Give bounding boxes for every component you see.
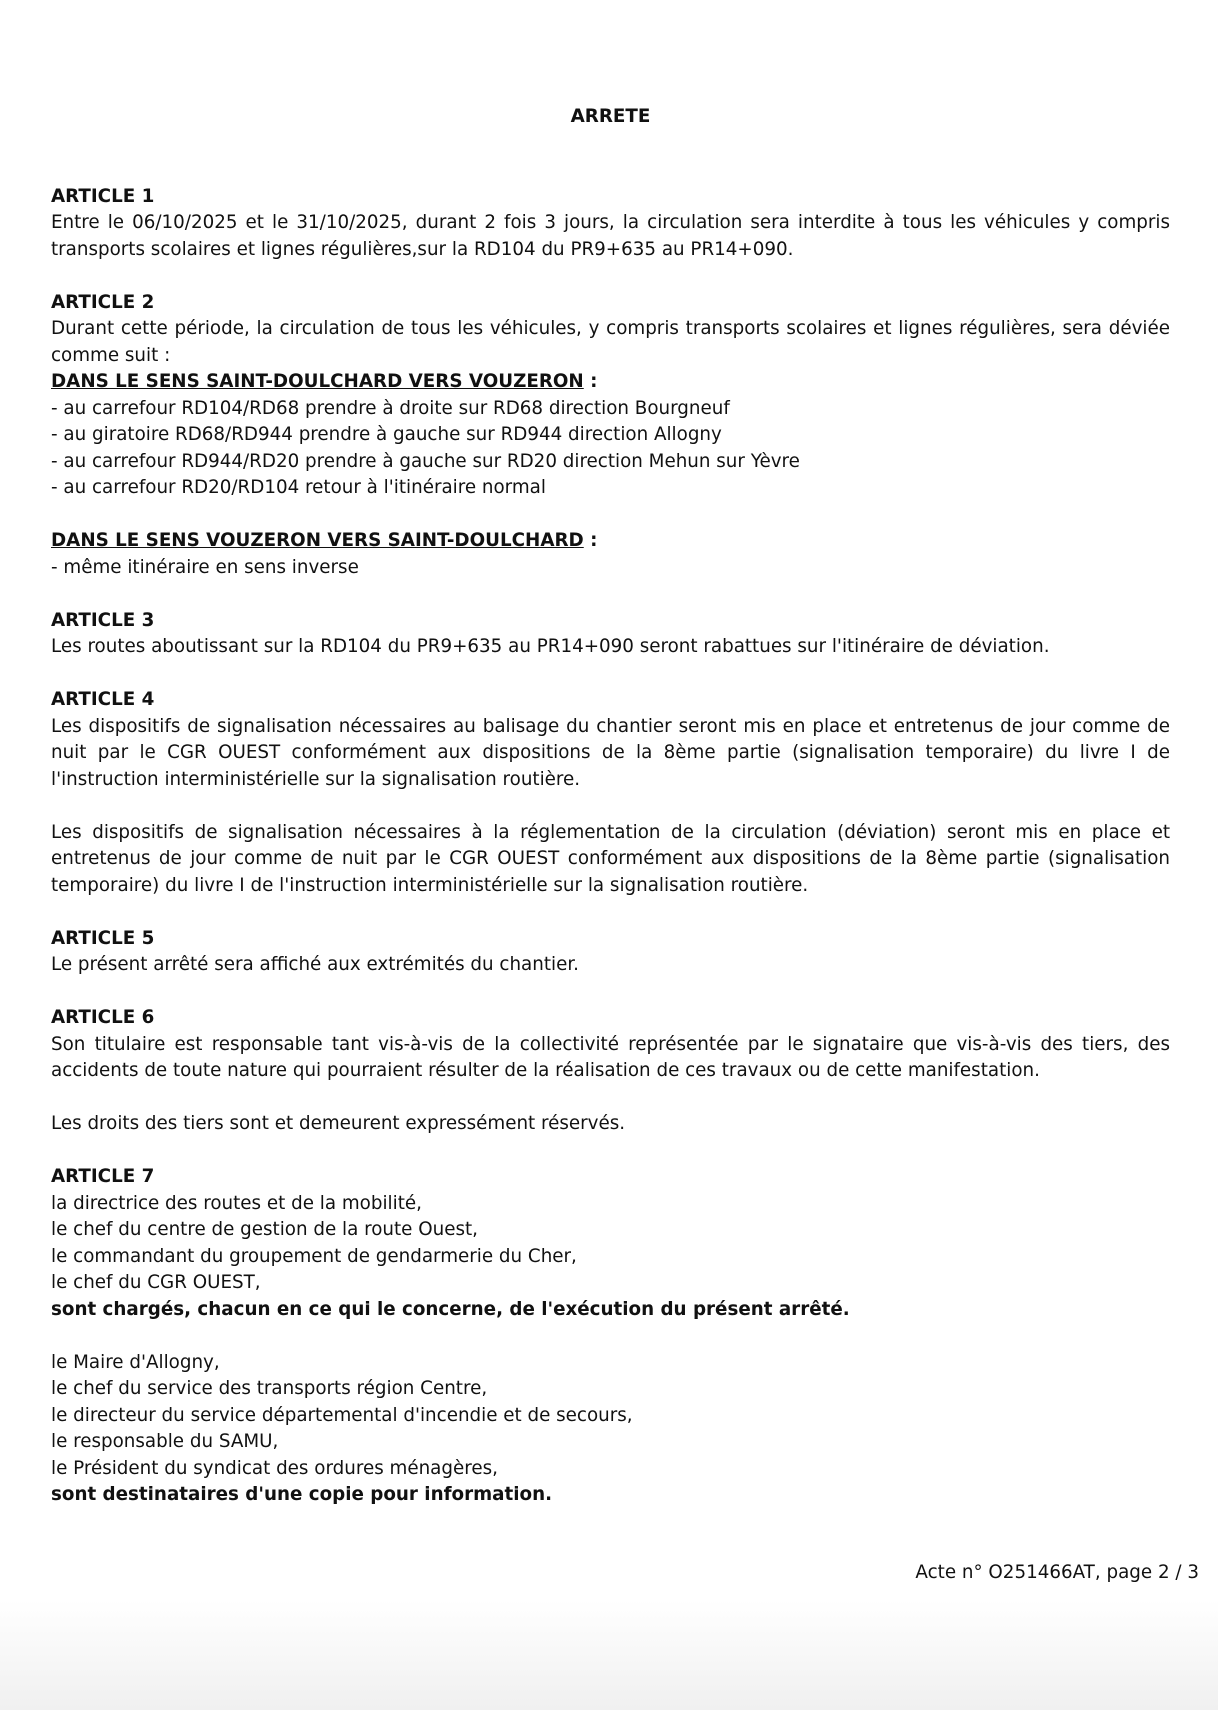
page-footer: Acte n° O251466AT, page 2 / 3 — [915, 1562, 1199, 1583]
article-text: Les routes aboutissant sur la RD104 du PR9+635 au PR14+090 seront rabattues sur l'itinéraire de déviation. — [51, 636, 1050, 657]
colon: : — [583, 530, 598, 551]
list-item: - au carrefour RD20/RD104 retour à l'itinéraire normal — [51, 477, 546, 498]
article-text: Son titulaire est responsable tant vis-à-vis de la collectivité représentée par le signataire que vis-à-vis des tiers, des accidents de toute nature qui pourraient résulter de la réalisation de ces travaux ou de cette manifestation. — [51, 1033, 1170, 1081]
article-heading: ARTICLE 1 — [51, 185, 155, 207]
article-1 — [51, 184, 1170, 264]
executors-statement: sont chargés, chacun en ce qui le concerne, de l'exécution du présent arrêté. — [51, 1298, 850, 1320]
article-heading: ARTICLE 4 — [51, 689, 155, 710]
executor-item: le chef du centre de gestion de la route Ouest, — [51, 1219, 478, 1240]
list-item: - au carrefour RD104/RD68 prendre à droite sur RD68 direction Bourgneuf — [51, 397, 730, 419]
article-text: Durant cette période, la circulation de tous les véhicules, y compris transports scolaires et lignes régulières, sera déviée comme suit : — [51, 318, 1170, 366]
document-page — [51, 104, 1170, 1509]
direction-heading-2 — [51, 528, 1170, 555]
article-text-2: Les droits des tiers sont et demeurent expressément réservés. — [51, 1113, 626, 1134]
article-heading: ARTICLE 3 — [51, 609, 155, 631]
article-heading: ARTICLE 5 — [51, 927, 155, 949]
article-heading: ARTICLE 7 — [51, 1166, 155, 1187]
article-6 — [51, 1005, 1170, 1138]
direction-heading-1 — [51, 369, 1170, 396]
recipient-item: le responsable du SAMU, — [51, 1431, 279, 1452]
article-5 — [51, 926, 1170, 979]
colon: : — [583, 371, 598, 392]
list-item: - même itinéraire en sens inverse — [51, 556, 359, 578]
direction-label: DANS LE SENS SAINT-DOULCHARD VERS VOUZERON — [51, 371, 584, 392]
article-text: Entre le 06/10/2025 et le 31/10/2025, durant 2 fois 3 jours, la circulation sera interdite à tous les véhicules y compris transports scolaires et lignes régulières,sur la RD104 du PR9+635 au PR14+090. — [51, 212, 1170, 260]
recipient-item: le Président du syndicat des ordures ménagères, — [51, 1457, 498, 1479]
article-heading: ARTICLE 6 — [51, 1007, 155, 1028]
list-item: - au carrefour RD944/RD20 prendre à gauche sur RD20 direction Mehun sur Yèvre — [51, 450, 800, 472]
article-3 — [51, 608, 1170, 661]
executor-item: la directrice des routes et de la mobilité, — [51, 1192, 422, 1214]
executor-item: le commandant du groupement de gendarmerie du Cher, — [51, 1245, 577, 1267]
recipients-statement: sont destinataires d'une copie pour information. — [51, 1484, 553, 1505]
document-title: ARRETE — [570, 106, 651, 127]
article-4 — [51, 687, 1170, 899]
recipient-item: le directeur du service départemental d'incendie et de secours, — [51, 1404, 633, 1426]
article-text: Les dispositifs de signalisation nécessaires au balisage du chantier seront mis en place et entretenus de jour comme de nuit par le CGR OUEST conformément aux dispositions de la 8ème partie (signalisation temporaire) du livre I de l'instruction interministérielle sur la signalisation routière. — [51, 715, 1170, 790]
recipient-item: le chef du service des transports région Centre, — [51, 1378, 488, 1399]
article-heading: ARTICLE 2 — [51, 291, 155, 313]
executor-item: le chef du CGR OUEST, — [51, 1272, 261, 1293]
article-2 — [51, 290, 1170, 608]
article-7 — [51, 1164, 1170, 1509]
article-text-2: Les dispositifs de signalisation nécessaires à la réglementation de la circulation (déviation) seront mis en place et entretenus de jour comme de nuit par le CGR OUEST conformément aux dispositions de la 8ème partie (signalisation temporaire) du livre I de l'instruction interministérielle sur la signalisation routière. — [51, 821, 1170, 896]
article-text: Le présent arrêté sera affiché aux extrémités du chantier. — [51, 954, 579, 975]
direction-label: DANS LE SENS VOUZERON VERS SAINT-DOULCHARD — [51, 530, 584, 551]
recipient-item: le Maire d'Allogny, — [51, 1351, 220, 1373]
list-item: - au giratoire RD68/RD944 prendre à gauche sur RD944 direction Allogny — [51, 424, 722, 445]
